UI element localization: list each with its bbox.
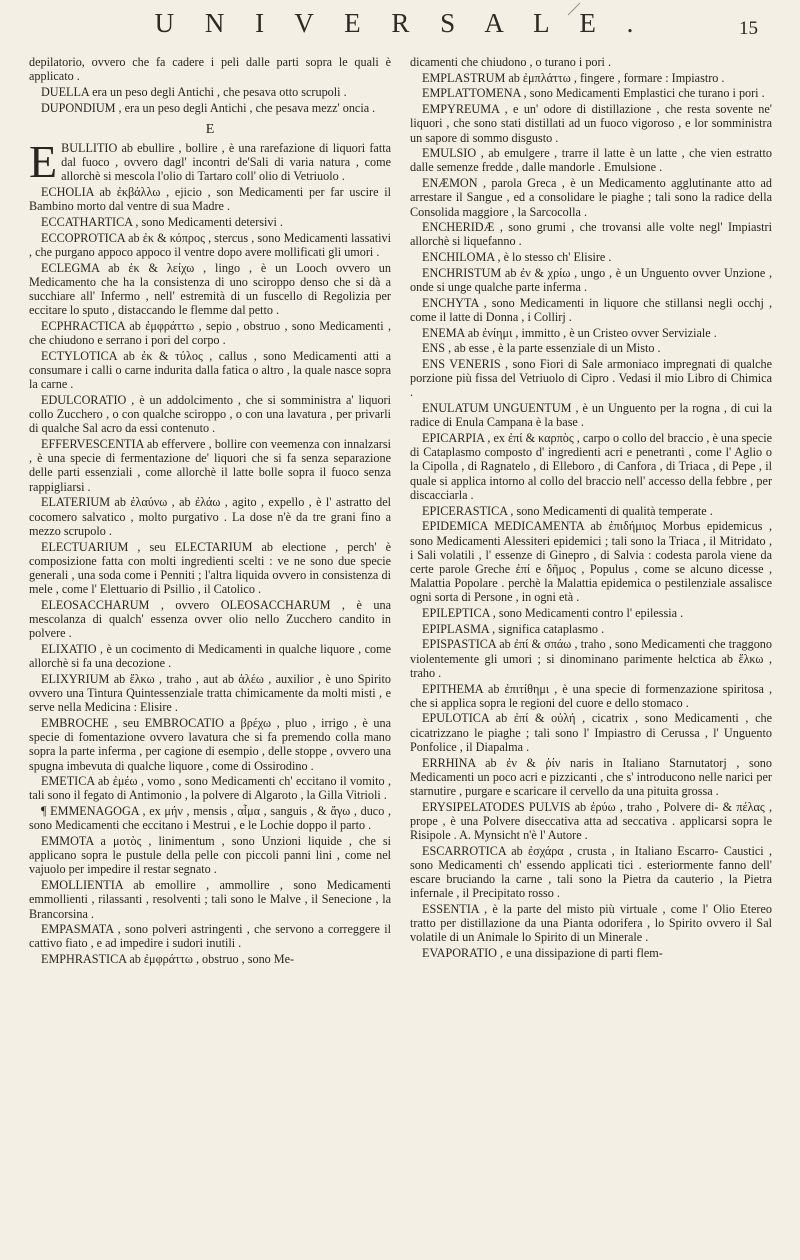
dictionary-entry: [29, 437, 391, 494]
dictionary-entry: [410, 86, 772, 100]
library-stamp-mark: [566, 2, 582, 16]
entry-text: ECPHRACTICA ab ἐμφράττω , sepio , obstruo , sono Medicamenti , che chiudono e serrano i pori del corpo .: [29, 318, 391, 348]
dictionary-entry: [410, 519, 772, 604]
entry-text: DUPONDIUM , era un peso degli Antichi , che pesava mezz' oncia .: [41, 100, 376, 115]
entry-text: EMMOTA a μοτὸς , linimentum , sono Unzioni liquide , che si applicano sopra le pustule della pelle con piccoli panni lini , come nel vajuolo per impedire il restar segnato .: [29, 834, 391, 877]
left-column: [29, 55, 391, 1250]
dictionary-entry: [29, 215, 391, 229]
dictionary-entry: [410, 637, 772, 680]
dictionary-entry: [29, 716, 391, 773]
entry-text: EMPLATTOMENA , sono Medicamenti Emplastici che turano i pori .: [422, 86, 765, 101]
entry-text: EPILEPTICA , sono Medicamenti contro l' epilessia .: [422, 606, 684, 621]
entry-text: dicamenti che chiudono , o turano i pori .: [410, 55, 612, 69]
entry-text: ENEMA ab ἐνίημι , immitto , è un Cristeo ovver Serviziale .: [422, 325, 717, 340]
entry-text: ECTYLOTICA ab ἐκ & τύλος , callus , sono Medicamenti atti a consumare i calli o carne indurita dalla fatica o altro , la quale nasce sopra la carne .: [29, 348, 391, 392]
dictionary-entry: [410, 946, 772, 960]
dictionary-entry: [29, 185, 391, 213]
entry-text: ENULATUM UNGUENTUM , è un Unguento per la rogna , di cui la radice di Enula Campana è la base .: [410, 401, 772, 430]
entry-text: ENÆMON , parola Greca , è un Medicamento agglutinante atto ad arrestare il Sangue , ed a consolidare le piaghe ; tali sono la radice della Consolida maggiore , la Sarcocolla .: [410, 176, 772, 219]
entry-text: EMPASMATA , sono polveri astringenti , che servono a correggere il cattivo fiato , e ad impedire i sudori inutili .: [29, 922, 391, 951]
dictionary-entry: [410, 102, 772, 145]
dictionary-entry: [410, 682, 772, 710]
entry-text: depilatorio, ovvero che fa cadere i peli dalle parti sopra le quali è applicato .: [29, 55, 391, 84]
dictionary-entry: [410, 902, 772, 945]
dictionary-entry: [410, 606, 772, 620]
entry-text: ECLEGMA ab ἐκ & λείχω , lingo , è un Looch ovvero un Medicamento che ha la consistenza di uno sciroppo denso che si dà a succhiare all' Infermo , nell' estremità di un fuscello di Regolizia per eccitare lo sputo , distaccando le flemme dal petto .: [29, 260, 391, 318]
dictionary-entry: [410, 71, 772, 85]
entry-text: EMETICA ab ἐμέω , vomo , sono Medicamenti ch' eccitano il vomito , tali sono il fegato di Antimonio , la polvere di Algaroto , la Gilla Vitrioli .: [29, 774, 391, 803]
dictionary-entry: [410, 357, 772, 400]
entry-text: ENS , ab esse , è la parte essenziale di un Misto .: [422, 341, 661, 356]
dictionary-entry: [410, 431, 772, 502]
entry-text: ECCATHARTICA , sono Medicamenti detersivi .: [41, 215, 283, 230]
entry-text: EMPHRASTICA ab ἐμφράττω , obstruo , sono Me-: [41, 952, 295, 967]
page-number: 15: [739, 18, 758, 39]
dictionary-entry: [29, 55, 391, 83]
section-letter-heading: E: [205, 121, 215, 137]
dictionary-entry: [410, 250, 772, 264]
entry-text: ECHOLIA ab ἐκβάλλω , ejicio , son Medicamenti per far uscire il Bambino morto dal ventre di sua Madre .: [29, 185, 391, 214]
entry-text: BULLITIO ab ebullire , bollire , è una rarefazione di liquori fatta dal fuoco , ovvero dagl' incontri de'Sali di varia natura , come allorchè si mescola l'olio di Tartaro coll' olio di Vetriuolo .: [61, 141, 391, 184]
dictionary-entry: [29, 642, 391, 670]
entry-text: EVAPORATIO , e una dissipazione di parti flem-: [422, 946, 663, 961]
dictionary-entry: [29, 878, 391, 921]
dictionary-entry: [29, 598, 391, 641]
dictionary-entry: [29, 495, 391, 538]
dictionary-entry: [410, 756, 772, 799]
entry-text: EPITHEMA ab ἐπιτίθημι , è una specie di formenzazione spiritosa , che si applica sopra le regioni del cuore e dello stomaco .: [410, 681, 772, 710]
dictionary-entry: [410, 146, 772, 174]
entry-text: ¶ EMMENAGOGA , ex μήν , mensis , αἷμα , sanguis , & ἄγω , duco , sono Medicamenti che eccitano i Mestrui , e le Lochie doppo il parto .: [29, 804, 391, 833]
entry-text: EMULSIO , ab emulgere , trarre il latte è un latte , che vien estratto dalle semenze fredde , dalle mandorle . Emulsione .: [410, 146, 772, 175]
dictionary-entry: [29, 804, 391, 832]
drop-cap-letter: E: [29, 136, 58, 188]
dictionary-entry: [29, 922, 391, 950]
entry-text: ERYSIPELATODES PULVIS ab ἐρύω , traho , Polvere di- & πέλας , prope , è una Polvere diseccativa atta ad seccativa . applicarsi sopra le Risipole . A. Mynsicht n'è l' Autore .: [410, 799, 772, 843]
entry-text: ECCOPROTICA ab ἐκ & κόπρος , stercus , sono Medicamenti lassativi , che purgano appoco appoco il ventre dopo avere mollificati gli umori .: [29, 230, 391, 259]
dictionary-entry: [410, 176, 772, 219]
dictionary-entry: [29, 261, 391, 318]
dictionary-entry: [29, 834, 391, 877]
entry-text: ENCHYTA , sono Medicamenti in liquore che stillansi negli occhj , come il latte di Donna , i Collirj .: [410, 295, 772, 324]
entry-text: EPIPLASMA , significa cataplasmo .: [422, 621, 605, 636]
entry-text: ELIXYRIUM ab ἕλκω , traho , aut ab ἀλέω , auxilior , è uno Spirito ovvero una Tintura Quintessenziale tratta chimicamente da molti misti , e serve nella Medicina : Elisire .: [29, 671, 391, 715]
dictionary-entry: [29, 774, 391, 802]
dictionary-entry: [29, 952, 391, 966]
entry-text: EMPYREUMA , e un' odore di distillazione , che resta sovente ne' liquori , che sono stati distillati ad un fuoco vigoroso , e lor somministra un sapore di sommo disgusto .: [410, 102, 772, 145]
dictionary-entry: [29, 319, 391, 347]
entry-text: EMPLASTRUM ab ἐμπλάττω , fingere , formare : Impiastro .: [422, 70, 725, 85]
dictionary-entry: [410, 220, 772, 248]
dictionary-entry: [29, 101, 391, 115]
entry-text: ELIXATIO , è un cocimento di Medicamenti in qualche liquore , come allorchè si fa una decozione .: [29, 641, 391, 671]
entry-text: DUELLA era un peso degli Antichi , che pesava otto scrupoli .: [41, 84, 347, 99]
entry-text: EPIDEMICA MEDICAMENTA ab ἐπιδήμιος Morbus epidemicus , sono Medicamenti Alessiteri epidemici ; tali sono la Triaca , il Mitridato , i Sali volatili , l' essenze di Ginepro , di Salvia : codesta parola viene da certe parole Greche ἐπί e δῆμος , Populus , come se alcuno dicesse , Malattia Popolare . perchè la Malattia epidemica o pestilenziale assalisce ogni sorta di Persone , in ogni età .: [410, 519, 772, 605]
entry-text: ELECTUARIUM , seu ELECTARIUM ab electione , perch' è composizione fatta con molti ingredienti scelti : ve ne sono due specie generali , una soda come i Penniti ; l'altra liquida ovvero in consistenza di mele , come l' Elettuario di Psillio , il Catolico .: [29, 539, 391, 597]
dictionary-entry: [410, 341, 772, 355]
entry-text: ENS VENERIS , sono Fiori di Sale armoniaco impregnati di qualche porzione più fissa del Vetriuolo di Cipro . Vedasi il mio Libro di Chimica .: [410, 357, 772, 400]
entry-text: ELATERIUM ab ἐλαύνω , ab ἐλάω , agito , expello , è l' astratto del cocomero salvatico , molto purgativo . La dose n'è da tre grani fino a mezzo scrupolo .: [29, 495, 391, 538]
dictionary-entry: [410, 504, 772, 518]
dictionary-entry: [29, 540, 391, 597]
entry-text: EFFERVESCENTIA ab effervere , bollire con veemenza con innalzarsi , è una specie di fermentazione de' liquori che si fa senza separazione delle parti essenziali , come allorchè il latte bolle sopra il fuoco senza rappigliarsi .: [29, 437, 391, 494]
entry-text: ENCHERIDÆ , sono grumi , che trovansi alle volte negl' Impiastri allorchè si liquefanno .: [410, 220, 772, 249]
dictionary-entry: [410, 800, 772, 843]
dictionary-entry: [410, 266, 772, 294]
entry-text: EPICARPIA , ex ἐπί & καρπὸς , carpo o collo del braccio , è una specie di Cataplasmo composto d' ingredienti acri e penetranti , come l' Aglio o la Cipolla , di Ragnatelo , di Elleboro , di Canfora , di Triaca , di Pepe , il quale si applica intorno al collo del braccio nell' accesso della febbre , per discacciarla .: [410, 431, 772, 502]
dictionary-entry: [410, 401, 772, 429]
entry-text: EMOLLIENTIA ab emollire , ammollire , sono Medicamenti emmollienti , rilassanti , resolventi ; tali sono le Malve , il Senecione , la Brancorsina .: [29, 878, 391, 921]
dictionary-entry: [410, 622, 772, 636]
entry-text: ENCHRISTUM ab ἐν & χρίω , ungo , è un Unguento ovver Unzione , onde si unge qualche parte inferma .: [410, 265, 772, 295]
entry-text: EMBROCHE , seu EMBROCATIO a βρέχω , pluo , irrigo , è una specie di fomentazione ovvero lavatura che si fa premendo colla mano sopra la parte inferma , per cagione di esempio , delle stoppe , ovvero una spugna imbevuta di qualche liquore , come di Ossirodino .: [29, 715, 391, 773]
right-column: [410, 55, 772, 1250]
entry-text: EPULOTICA ab ἐπί & οὐλή , cicatrix , sono Medicamenti , che cicatrizzano le piaghe ; tali sono l' Impiastro di Cerussa , l' Unguento Ponfolice , il Diapalma .: [410, 711, 772, 754]
entry-text: ESCARROTICA ab ἐσχάρα , crusta , in Italiano Escarro- Caustici , sono Medicamenti ch' essendo applicati tici . esteriormente fanno dell' escare bruciando la carne , tali sono la Pietra da cauterio , la Pietra infernale , il Precipitato rosso .: [410, 843, 772, 901]
dictionary-entry: [410, 844, 772, 901]
dictionary-entry: [410, 296, 772, 324]
dictionary-entry: [29, 349, 391, 392]
dictionary-entry: [410, 55, 772, 69]
entry-text: EPICERASTICA , sono Medicamenti di qualità temperate .: [422, 503, 713, 518]
dictionary-entry: [29, 85, 391, 99]
dictionary-entry: [410, 711, 772, 754]
entry-text: EDULCORATIO , è un addolcimento , che si somministra a' liquori collo Zucchero , o con qualche sciroppo , o con una lavatura , per privarli di qualche Sal acro da essi contenuto .: [29, 392, 391, 436]
entry-text: ELEOSACCHARUM , ovvero OLEOSACCHARUM , è una mescolanza di qualch' essenza ovver olio nello Zucchero candito in polvere .: [29, 597, 391, 641]
dictionary-entry: [410, 326, 772, 340]
dictionary-entry: [29, 231, 391, 259]
dictionary-entry: [29, 136, 391, 188]
running-head: U N I V E R S A L E .: [154, 8, 646, 38]
entry-text: ENCHILOMA , è lo stesso ch' Elisire .: [422, 250, 612, 265]
entry-text: ERRHINA ab ἐν & ῥίν naris in Italiano Starnutatorj , sono Medicamenti un poco acri e pizzicanti , che s' introducono nelle narici per starnutire , purgare e scaricare il cervello da una pituita grossa .: [410, 755, 772, 798]
entry-text: EPISPASTICA ab ἐπί & σπάω , traho , sono Medicamenti che traggono violentemente gli umori ; si dinominano parimente helctica ab ἕλκω , traho .: [410, 637, 772, 680]
dictionary-entry: [29, 393, 391, 436]
dictionary-entry: [29, 672, 391, 715]
entry-text: ESSENTIA , è la parte del misto più virtuale , come l' Olio Etereo tratto per distillazione da una Pianta odorifera , lo Spirito ovvero il Sal volatile di un Animale lo Spirito di un Minerale .: [410, 902, 772, 945]
